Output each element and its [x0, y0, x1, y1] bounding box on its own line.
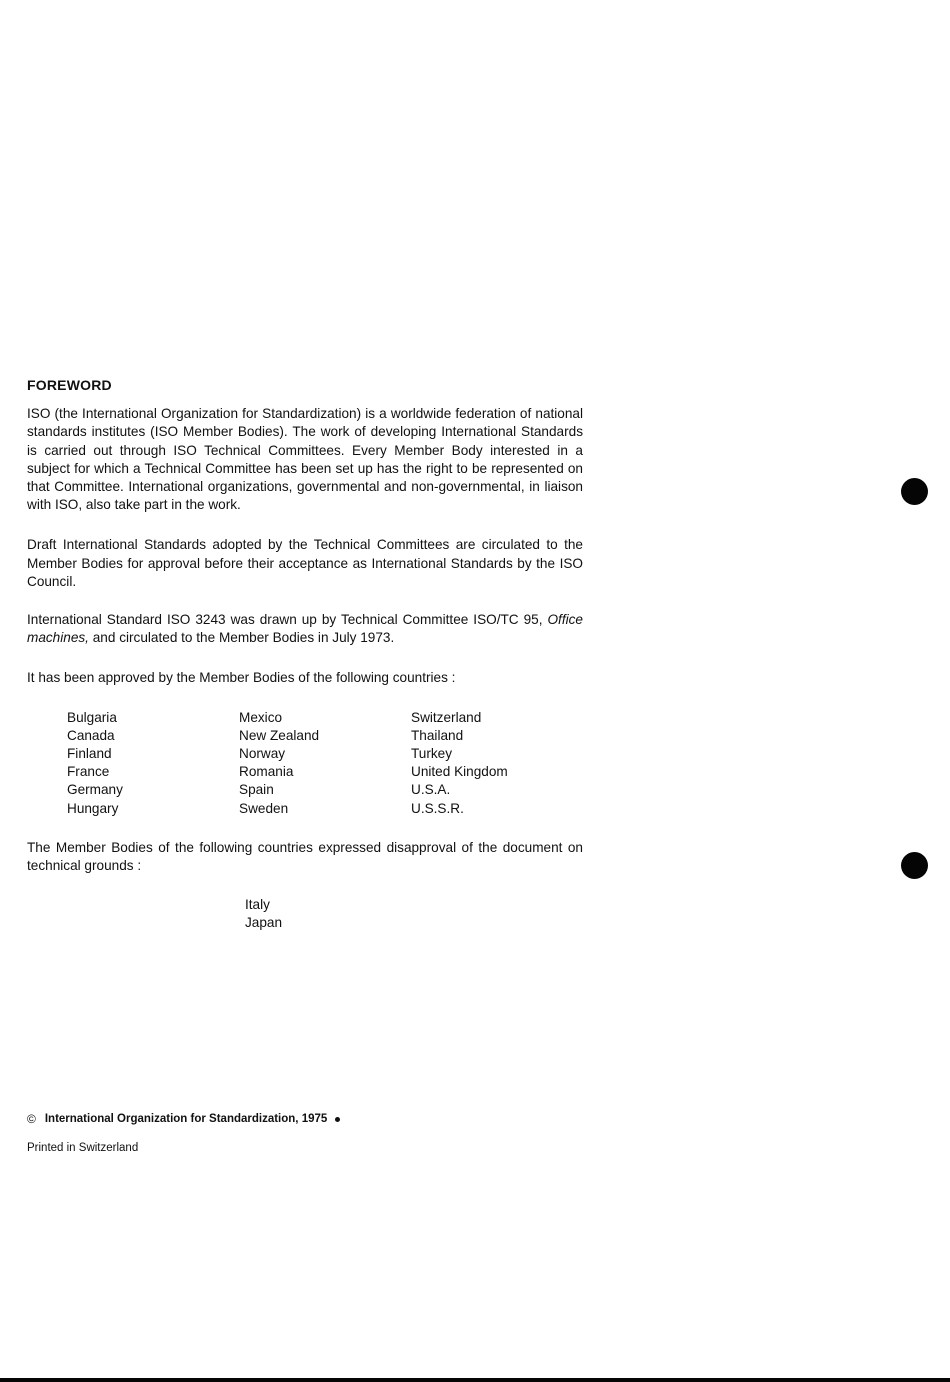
country-item: Norway	[239, 746, 286, 762]
country-item: Germany	[67, 782, 123, 798]
country-item: U.S.S.R.	[411, 800, 464, 816]
paragraph-disapproval-intro: The Member Bodies of the following countries expressed disapproval of the document on technical grounds :	[27, 839, 583, 874]
country-item: Bulgaria	[67, 709, 117, 725]
countries-column-2	[239, 709, 411, 818]
country-item: United Kingdom	[411, 764, 508, 780]
countries-column-3	[411, 709, 583, 818]
country-item: Italy	[245, 897, 270, 913]
punch-hole-icon	[901, 852, 928, 879]
foreword-section	[27, 376, 583, 933]
country-item: Mexico	[239, 709, 283, 725]
printed-in-note: Printed in Switzerland	[27, 1142, 139, 1154]
p3-text-after: and circulated to the Member Bodies in July 1973.	[88, 630, 395, 646]
country-item: Canada	[67, 727, 115, 743]
country-item: Switzerland	[411, 709, 482, 725]
country-item: Romania	[239, 764, 294, 780]
committee-title: Office machines,	[27, 612, 583, 646]
section-heading: FOREWORD	[27, 377, 112, 393]
approving-countries-list	[67, 709, 583, 818]
country-item: Hungary	[67, 800, 119, 816]
bullet-icon	[335, 1117, 340, 1122]
country-item: Japan	[245, 915, 283, 931]
country-item: Thailand	[411, 727, 464, 743]
countries-column-1	[67, 709, 239, 818]
country-item: Turkey	[411, 746, 453, 762]
copyright-icon: ©	[27, 1112, 36, 1126]
paragraph-iso-intro: ISO (the International Organization for Standardization) is a worldwide federation of national standards institutes (ISO Member Bodies). The work of developing International Standards is carried out through ISO Technical Committees. Every Member Body interested in a subject for which a Technical Committee has been set up has the right to be represented on that Committee. International organizations, governmental and non-governmental, in liaison with ISO, also take part in the work.	[27, 406, 583, 513]
p3-text-before: International Standard ISO 3243 was drawn up by Technical Committee ISO/TC 95,	[27, 612, 548, 628]
paragraph-iso-3243	[27, 611, 583, 647]
country-item: Spain	[239, 782, 274, 798]
country-item: France	[67, 764, 110, 780]
copyright-text: International Organization for Standardization, 1975	[44, 1113, 328, 1125]
paragraph-approved-intro: It has been approved by the Member Bodies of the following countries :	[27, 670, 456, 686]
bottom-edge-rule	[0, 1378, 950, 1382]
country-item: U.S.A.	[411, 782, 451, 798]
footer	[27, 1112, 340, 1156]
punch-hole-icon	[901, 478, 928, 505]
country-item: Sweden	[239, 800, 289, 816]
disapproving-countries-list	[245, 896, 583, 932]
paragraph-draft-standards: Draft International Standards adopted by the Technical Committees are circulated to the Member Bodies for approval before their acceptance as International Standards by the ISO Council.	[27, 537, 583, 589]
country-item: New Zealand	[239, 727, 320, 743]
country-item: Finland	[67, 746, 112, 762]
copyright-line	[27, 1112, 340, 1127]
